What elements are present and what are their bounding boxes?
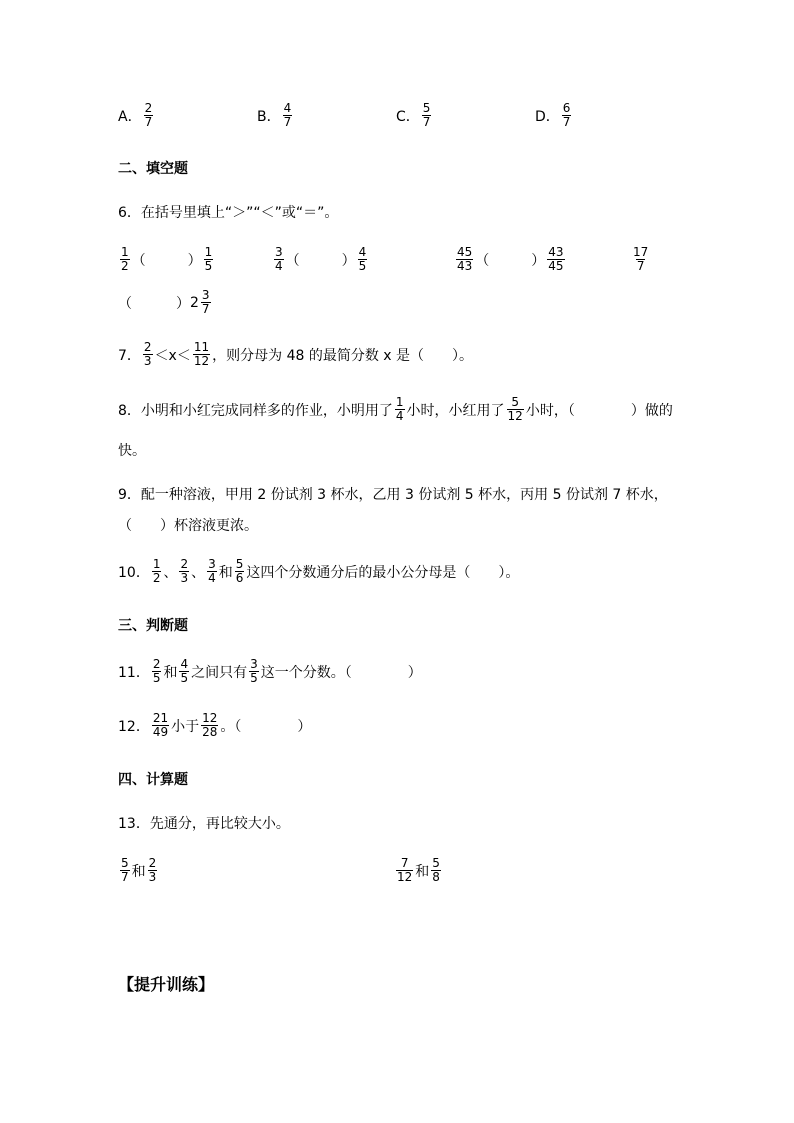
option-label: C． [396, 108, 420, 125]
fraction-numerator: 4 [283, 101, 292, 115]
question-number: 10． [118, 564, 150, 581]
fraction-denominator: 8 [432, 870, 440, 884]
fraction [152, 658, 162, 685]
fraction [456, 246, 473, 273]
q6-stem: 6．在括号里填上“＞”“＜”或“＝”。 [118, 205, 339, 221]
q13-pair-2 [394, 857, 443, 884]
question-number: 7． [118, 347, 141, 364]
fraction-denominator: 28 [202, 725, 218, 739]
fraction-numerator: 45 [457, 245, 473, 259]
section-heading-true-false: 三、判断题 [118, 618, 188, 634]
fraction-numerator: 5 [422, 101, 431, 115]
fraction [179, 558, 189, 585]
fraction-numerator: 2 [143, 340, 152, 354]
fraction-numerator: 11 [193, 340, 210, 354]
q5-option-c [396, 102, 433, 129]
q11 [118, 658, 422, 685]
fraction-denominator: 4 [395, 409, 404, 423]
fraction-numerator: 1 [152, 557, 161, 571]
fraction-numerator: 17 [633, 245, 649, 259]
option-label: B． [257, 108, 281, 125]
q6-pair-4-left [630, 246, 651, 273]
fraction-numerator: 1 [395, 395, 404, 409]
fraction [358, 246, 368, 273]
fraction [207, 558, 217, 585]
fraction [431, 857, 441, 884]
q8-text-2: 小时，小红用了 [406, 402, 505, 419]
fraction-denominator: 12 [193, 354, 210, 368]
and-text: 和 [218, 564, 233, 581]
paren-close: ） [531, 252, 546, 269]
question-number: 11． [118, 664, 150, 681]
fraction-numerator: 4 [180, 657, 189, 671]
q10-suffix: 这四个分数通分后的最小公分母是（ ）。 [246, 564, 520, 581]
q5-option-a [118, 102, 155, 129]
fraction-denominator: 12 [397, 870, 413, 884]
fraction [152, 558, 162, 585]
q12-suffix: 。（ ） [220, 718, 312, 735]
fraction-denominator: 5 [180, 671, 189, 685]
fraction [274, 246, 284, 273]
inequality-text: ＜x＜ [154, 347, 191, 364]
fraction-denominator: 43 [457, 259, 473, 273]
q11-mid: 之间只有 [191, 664, 248, 681]
q12-mid: 小于 [171, 718, 200, 735]
fraction-denominator: 7 [422, 115, 431, 129]
q8-text-1: 8．小明和小红完成同样多的作业，小明用了 [118, 402, 393, 419]
fraction-denominator: 3 [143, 354, 152, 368]
fraction-denominator: 6 [235, 571, 244, 585]
fraction-numerator: 21 [152, 711, 169, 725]
q6-pair-1 [118, 246, 215, 273]
q9-line1: 9．配一种溶液，甲用 2 份试剂 3 杯水，乙用 3 份试剂 5 杯水，丙用 5 份试剂 7 杯水， [118, 487, 668, 503]
fraction [120, 246, 130, 273]
mixed-number-whole: 2 [190, 294, 199, 311]
fraction [152, 712, 169, 739]
and-text: 和 [131, 863, 146, 880]
paren-open: （ [118, 295, 132, 312]
fraction [201, 289, 211, 316]
separator: 、 [191, 564, 206, 581]
fraction-denominator: 3 [180, 571, 189, 585]
fraction-numerator: 4 [358, 245, 367, 259]
q8-line1 [118, 396, 673, 423]
fraction-denominator: 4 [208, 571, 216, 585]
fraction [148, 857, 158, 884]
option-label: A． [118, 108, 142, 125]
fraction-denominator: 4 [275, 259, 283, 273]
fraction-denominator: 7 [201, 302, 210, 316]
fraction-numerator: 43 [548, 245, 564, 259]
fraction [235, 558, 245, 585]
fraction-numerator: 1 [204, 245, 213, 259]
q11-suffix: 这一个分数。（ ） [260, 664, 422, 681]
fraction-numerator: 3 [208, 557, 216, 571]
q7 [118, 341, 473, 368]
fraction-denominator: 12 [507, 409, 523, 423]
fraction-denominator: 5 [358, 259, 367, 273]
q13-pair-1 [118, 857, 159, 884]
q10 [118, 558, 519, 585]
fraction-numerator: 5 [432, 856, 440, 870]
fraction-numerator: 7 [400, 856, 409, 870]
fraction-denominator: 7 [562, 115, 571, 129]
fraction-numerator: 6 [562, 101, 571, 115]
fraction [143, 341, 153, 368]
fraction [632, 246, 649, 273]
fraction [283, 102, 293, 129]
q13-stem: 13．先通分，再比较大小。 [118, 816, 290, 832]
fraction-denominator: 5 [204, 259, 213, 273]
fraction-numerator: 3 [250, 657, 258, 671]
fraction-denominator: 49 [152, 725, 169, 739]
fraction-denominator: 7 [121, 870, 129, 884]
q9-line2: （ ）杯溶液更浓。 [118, 518, 258, 534]
fraction-numerator: 2 [152, 657, 161, 671]
fraction [144, 102, 154, 129]
q6-pair-3 [454, 246, 567, 273]
fraction-numerator: 2 [148, 856, 157, 870]
fraction [507, 396, 524, 423]
section-heading-fill-in: 二、填空题 [118, 161, 188, 177]
q7-suffix: ，则分母为 48 的最简分数 x 是（ ）。 [212, 347, 474, 364]
fraction [201, 712, 218, 739]
fraction-numerator: 5 [511, 395, 519, 409]
q5-option-b [257, 102, 294, 129]
q8-line2: 快。 [118, 443, 146, 459]
fraction-denominator: 2 [121, 259, 129, 273]
fraction-denominator: 5 [250, 671, 258, 685]
q5-option-d [535, 102, 573, 129]
paren-open: （ [475, 252, 490, 269]
q6-pair-2 [272, 246, 369, 273]
fraction-denominator: 3 [148, 870, 157, 884]
fraction [179, 658, 189, 685]
q8-text-3: 小时，（ ）做的 [525, 402, 673, 419]
fraction [249, 658, 259, 685]
fraction [547, 246, 564, 273]
fraction [422, 102, 432, 129]
fraction-denominator: 2 [152, 571, 161, 585]
question-number: 12． [118, 718, 150, 735]
fraction-numerator: 2 [144, 101, 153, 115]
paren-close: ） [341, 252, 356, 269]
fraction-denominator: 5 [152, 671, 161, 685]
section-heading-calculation: 四、计算题 [118, 772, 188, 788]
fraction [562, 102, 572, 129]
q6-pair-4-right [118, 289, 213, 316]
fraction [395, 396, 405, 423]
fraction [396, 857, 413, 884]
fraction [204, 246, 214, 273]
fraction-numerator: 3 [201, 288, 210, 302]
fraction [120, 857, 130, 884]
fraction-denominator: 7 [144, 115, 153, 129]
and-text: 和 [163, 664, 178, 681]
fraction-denominator: 45 [548, 259, 564, 273]
paren-open: （ [285, 252, 300, 269]
fraction-denominator: 7 [636, 259, 645, 273]
fraction-numerator: 5 [235, 557, 244, 571]
section-heading-advanced-training: 【提升训练】 [118, 975, 215, 994]
fraction [193, 341, 210, 368]
fraction-numerator: 5 [121, 856, 129, 870]
paren-close: ） [176, 295, 190, 312]
fraction-numerator: 2 [180, 557, 189, 571]
paren-close: ） [187, 252, 202, 269]
paren-open: （ [131, 252, 146, 269]
fraction-numerator: 3 [275, 245, 283, 259]
option-label: D． [535, 108, 560, 125]
and-text: 和 [415, 863, 430, 880]
fraction-numerator: 1 [121, 245, 129, 259]
q12 [118, 712, 311, 739]
separator: 、 [163, 564, 178, 581]
fraction-numerator: 12 [202, 711, 218, 725]
fraction-denominator: 7 [283, 115, 292, 129]
